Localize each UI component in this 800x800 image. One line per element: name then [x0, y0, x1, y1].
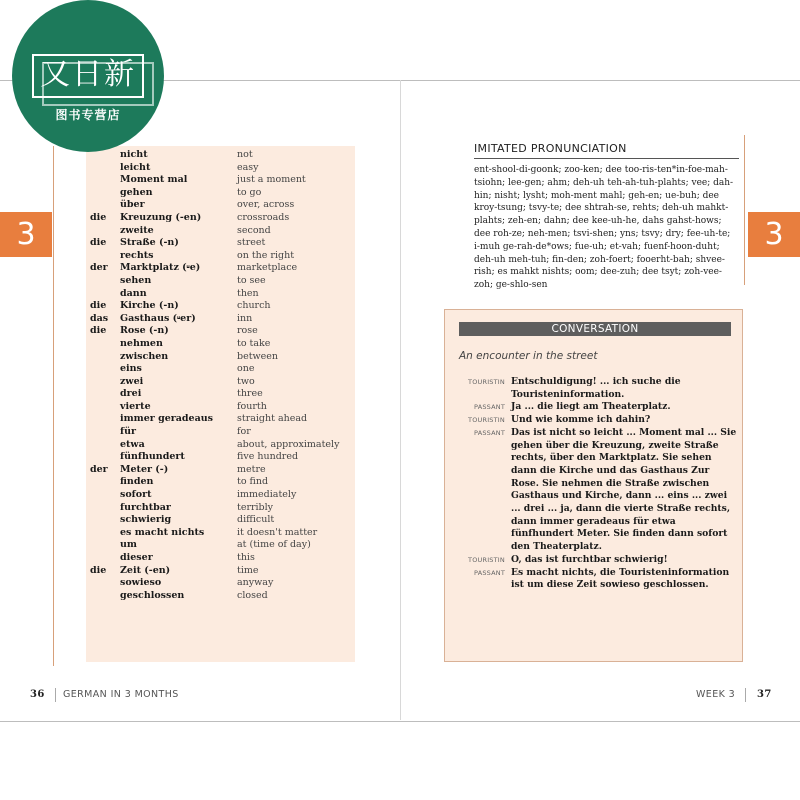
vocab-row — [90, 476, 355, 489]
vocab-german: etwa — [120, 438, 145, 450]
vocab-english: just a moment — [237, 174, 306, 186]
vocab-article: der — [90, 262, 108, 274]
vocab-english: then — [237, 287, 259, 299]
book-title-footer: GERMAN IN 3 MONTHS — [63, 689, 179, 700]
vocab-english: at (time of day) — [237, 539, 311, 551]
vocab-row — [90, 212, 355, 225]
vocab-row — [90, 577, 355, 590]
chapter-tab-right: 3 — [748, 212, 800, 257]
vocab-german: Gasthaus (⸚er) — [120, 312, 196, 324]
vocab-german: über — [120, 199, 145, 211]
dialogue-speaker: TOURISTIN — [468, 378, 505, 386]
vocab-english: anyway — [237, 577, 274, 589]
vocab-english: marketplace — [237, 262, 298, 274]
conversation-panel — [444, 309, 743, 662]
vocab-row — [90, 313, 355, 326]
vocab-row — [90, 426, 355, 439]
vocab-row — [90, 325, 355, 338]
vocab-english: one — [237, 363, 255, 375]
vocab-german: Rose (-n) — [120, 325, 169, 337]
vocab-german: nehmen — [120, 337, 163, 349]
vocab-row — [90, 388, 355, 401]
vocab-english: metre — [237, 463, 266, 475]
vocab-english: street — [237, 237, 266, 249]
vocab-article: der — [90, 463, 108, 475]
conversation-heading: CONVERSATION — [459, 322, 731, 336]
dialogue-speaker: TOURISTIN — [468, 416, 505, 425]
dialogue-line — [459, 427, 739, 554]
right-page-number: 37 — [757, 689, 772, 700]
vocab-english: three — [237, 388, 263, 400]
vocab-english: for — [237, 426, 251, 438]
vocab-row — [90, 552, 355, 565]
vocab-row — [90, 502, 355, 515]
vocab-german: Meter (-) — [120, 463, 169, 475]
conversation-subtitle: An encounter in the street — [459, 350, 598, 362]
vocab-row — [90, 149, 355, 162]
vocab-german: nicht — [120, 149, 148, 160]
vocab-english: terribly — [237, 501, 274, 513]
vocab-english: it doesn't matter — [237, 526, 318, 538]
vocab-article: die — [90, 237, 107, 249]
vocab-english: easy — [237, 161, 259, 173]
week-footer: WEEK 3 — [696, 689, 736, 700]
left-margin-rule — [53, 146, 54, 666]
vocab-german: geschlossen — [120, 589, 185, 601]
vocab-article: die — [90, 211, 107, 223]
book-spine — [400, 80, 401, 720]
vocab-english: straight ahead — [237, 413, 308, 425]
dialogue-speaker: PASSANT — [473, 428, 505, 437]
vocab-german: sehen — [120, 274, 152, 286]
vocab-german: dieser — [120, 552, 153, 563]
imitated-pronunciation-text: ent-shool-di-goonk; zoo-ken; dee too-ris-ten*in-foe-mah-tsiohn; lee-gen; ahm; deh-uh teh-ah-tuh-plahts; vee; dah-hin; nisht; lysht; moh-ment mahl; geh-en; ue-buh; dee kroy-tsung; tsvy-te; dee shtrah-se, rehts; deh-uh mahkt-plahts; zeh-en; dahn; dee kee-uh-he, dahs gahst-hows; dee roh-ze; neh-men; tsvi-shen; yns; tsvy; dry; fee-uh-te; i-muh ge-rah-de*ows; fue-uh; et-vah; fuenf-hoon-duht; deh-uh meh-tuh; fin-den; zoh-foert; fooerht-bah; shvee-rish; es mahkt nishts; oom; dee-zuh; dee tsyt; zoh-vee-zoh; ge-shlo-sen — [474, 165, 734, 291]
vocabulary-list — [90, 149, 355, 602]
chapter-tab-left: 3 — [0, 212, 52, 257]
left-page-number: 36 — [30, 689, 45, 700]
dialogue-text: Es macht nichts, die Touristeninformation ist um diese Zeit sowieso geschlossen. — [511, 566, 730, 591]
vocab-german: fünfhundert — [120, 451, 185, 463]
vocab-row — [90, 489, 355, 502]
vocab-row — [90, 514, 355, 527]
vocab-german: leicht — [120, 161, 151, 173]
vocab-row — [90, 275, 355, 288]
vocab-german: Marktplatz (⸚e) — [120, 262, 201, 274]
vocab-german: sowieso — [120, 577, 162, 589]
vocab-row — [90, 187, 355, 200]
vocab-german: für — [120, 426, 136, 438]
vocab-row — [90, 250, 355, 263]
vocab-german: es macht nichts — [120, 526, 205, 538]
dialogue-line — [459, 554, 739, 567]
vocab-german: dann — [120, 287, 147, 299]
vocab-german: vierte — [120, 400, 151, 412]
vocab-german: drei — [120, 388, 142, 400]
dialogue-text: Und wie komme ich dahin? — [511, 414, 651, 426]
vocab-row — [90, 237, 355, 250]
vocab-german: Kirche (-n) — [120, 300, 179, 312]
vocab-german: rechts — [120, 249, 154, 261]
vocab-english: to go — [237, 186, 262, 198]
vocab-english: crossroads — [237, 211, 290, 223]
vocab-english: time — [237, 564, 259, 576]
vocab-german: finden — [120, 476, 154, 488]
badge-subtitle: 图书专营店 — [55, 108, 121, 122]
imitated-pronunciation-heading: IMITATED PRONUNCIATION — [474, 142, 739, 159]
vocab-row — [90, 539, 355, 552]
dialogue-text: Das ist nicht so leicht ... Moment mal ... Sie gehen über die Kreuzung, zweite Straße rechts, über den Marktplatz. Sie sehen dann die Kirche und das Gasthaus Zur Rose. Sie nehmen die Straße zwischen Gasthaus und Kirche, dann ... eins ... zwei ... drei ... ja, dann die vierte Straße rechts, dann immer geradeaus für etwa fünfhundert Meter. Sie finden dann sofort den Theaterplatz. — [511, 426, 737, 553]
vocab-english: church — [237, 300, 271, 312]
vocab-row — [90, 439, 355, 452]
vocab-row — [90, 174, 355, 187]
dialogue-line — [459, 567, 739, 592]
vocab-german: Zeit (-en) — [120, 564, 171, 576]
vocab-german: eins — [120, 363, 142, 375]
vocab-english: rose — [237, 325, 258, 337]
vocab-article: die — [90, 564, 107, 576]
dialogue-speaker: PASSANT — [473, 403, 505, 412]
vocab-german: sofort — [120, 489, 152, 501]
vocab-english: second — [237, 224, 271, 236]
vocab-english: five hundred — [237, 451, 299, 463]
vocab-row — [90, 338, 355, 351]
vocab-row — [90, 225, 355, 238]
vocab-english: two — [237, 375, 255, 387]
vocab-article: das — [90, 312, 109, 324]
vocab-english: to find — [237, 476, 269, 488]
vocab-english: about, approximately — [237, 438, 340, 450]
vocab-german: zwischen — [120, 350, 169, 362]
vocab-german: Moment mal — [120, 174, 188, 186]
vocab-english: immediately — [237, 489, 297, 501]
vocab-english: over, across — [237, 199, 295, 211]
right-margin-rule — [744, 135, 745, 285]
dialogue-speaker: PASSANT — [473, 568, 505, 577]
dialogue-line — [459, 401, 739, 414]
dialogue-line — [459, 414, 739, 427]
vocab-row — [90, 363, 355, 376]
vocab-german: zweite — [120, 224, 154, 236]
vocab-german: zwei — [120, 375, 144, 387]
vocab-row — [90, 199, 355, 212]
vocab-english: to see — [237, 274, 266, 286]
vocab-german: schwierig — [120, 514, 172, 526]
dialogue-text: Ja ... die liegt am Theaterplatz. — [511, 401, 671, 413]
vocab-german: gehen — [120, 186, 153, 198]
vocab-english: fourth — [237, 400, 267, 412]
vocab-article: die — [90, 300, 107, 312]
vocab-row — [90, 565, 355, 578]
dialogue-text: O, das ist furchtbar schwierig! — [511, 553, 668, 565]
vocab-german: immer geradeaus — [120, 413, 214, 425]
footer-separator-left — [55, 688, 56, 702]
vocab-row — [90, 162, 355, 175]
dialogue-text: Entschuldigung! ... ich suche die Touristeninformation. — [511, 376, 681, 400]
vocab-row — [90, 527, 355, 540]
vocab-row — [90, 262, 355, 275]
vocab-german: furchtbar — [120, 501, 171, 513]
vocab-english: difficult — [237, 514, 275, 526]
badge-title: 又日新 — [40, 57, 136, 92]
vocab-row — [90, 401, 355, 414]
vocab-english: to take — [237, 337, 271, 349]
vocab-english: inn — [237, 312, 253, 324]
vocab-row — [90, 300, 355, 313]
vocab-english: between — [237, 350, 279, 362]
vocab-german: um — [120, 539, 137, 551]
vocab-row — [90, 451, 355, 464]
vocab-german: Kreuzung (-en) — [120, 211, 202, 223]
vocab-english: not — [237, 149, 253, 160]
vocab-german: Straße (-n) — [120, 237, 179, 249]
dialogue — [459, 376, 739, 592]
vocab-row — [90, 464, 355, 477]
vocab-row — [90, 288, 355, 301]
vocab-article: die — [90, 325, 107, 337]
store-badge-logo — [12, 0, 164, 152]
dialogue-speaker: TOURISTIN — [468, 555, 505, 564]
footer-separator-right — [745, 688, 746, 702]
vocab-row — [90, 351, 355, 364]
vocab-english: closed — [237, 589, 268, 601]
vocab-row — [90, 590, 355, 603]
vocab-row — [90, 413, 355, 426]
dialogue-line — [459, 376, 739, 401]
imitated-pronunciation — [474, 142, 739, 292]
vocab-row — [90, 376, 355, 389]
vocab-english: this — [237, 552, 255, 563]
vocab-english: on the right — [237, 249, 295, 261]
